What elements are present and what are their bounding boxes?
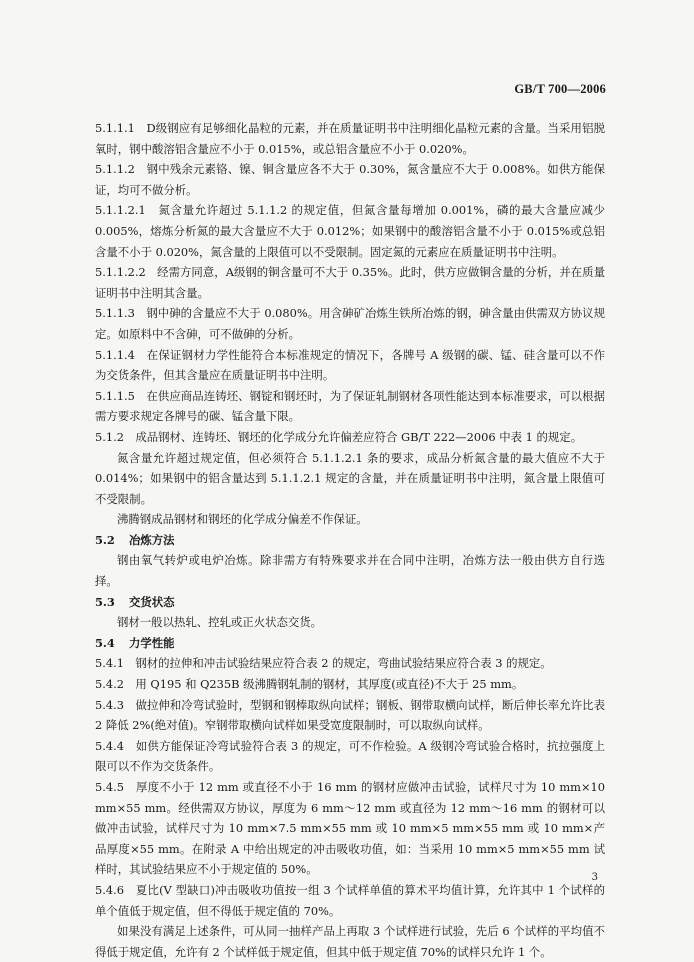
clause-5-1-1-2-1: 5.1.1.2.1 氮含量允许超过 5.1.1.2 的规定值，但氮含量每增加 0.001%，磷的最大含量应减少 0.005%，熔炼分析氮的最大含量应不大于 0.012%；如果钢中的酸溶铝含量不小于 0.015%或总铝含量不小于 0.020%，氮含量的上限值可以不受限制。固定氮的元素应在质量证明书中注明。 — [95, 203, 605, 259]
smelting-method-text: 钢由氧气转炉或电炉冶炼。除非需方有特殊要求并在合同中注明，冶炼方法一般由供方自行选择。 — [95, 553, 605, 589]
clause-5-1-1-3: 5.1.1.3 钢中砷的含量应不大于 0.080%。用含砷矿冶炼生铁所冶炼的钢，砷含量由供需双方协议规定。如原料中不含砷，可不做砷的分析。 — [95, 306, 605, 341]
heading-number: 5.4 — [95, 635, 115, 650]
heading-title: 力学性能 — [129, 635, 175, 650]
heading-number: 5.3 — [95, 594, 115, 609]
rimmed-steel-note: 沸腾钢成品钢材和钢坯的化学成分偏差不作保证。 — [117, 512, 368, 527]
clause-5-4-5: 5.4.5 厚度不小于 12 mm 或直径不小于 16 mm 的钢材应做冲击试验，试样尺寸为 10 mm×10 mm×55 mm。经供需双方协议，厚度为 6 mm～12 mm 或直径为 12 mm～16 mm 的钢材可以做冲击试验，试样尺寸为 10 mm×7.5 mm×55 mm 或 10 mm×5 mm×55 mm 或 10 mm×产品厚度×55 mm。在附录 A 中给出规定的冲击吸收功值，如：当采用 10 mm×5 mm×55 mm 试样时，其试验结果应不小于规定值的 50%。 — [95, 780, 605, 877]
heading-title: 交货状态 — [129, 594, 175, 609]
clause-5-4-3: 5.4.3 做拉伸和冷弯试验时，型钢和钢棒取纵向试样；钢板、钢带取横向试样，断后伸长率允许比表 2 降低 2%(绝对值)。窄钢带取横向试样如果受宽度限制时，可以取纵向试样。 — [95, 697, 605, 733]
clause-5-4-2: 5.4.2 用 Q195 和 Q235B 级沸腾钢轧制的钢材，其厚度(或直径)不大于 25 mm。 — [95, 677, 524, 692]
clause-5-1-1-5: 5.1.1.5 在供应商品连铸坯、钢锭和钢坯时，为了保证轧制钢材各项性能达到本标准要求，可以根据需方要求规定各牌号的碳、锰含量下限。 — [95, 388, 605, 424]
heading-number: 5.2 — [95, 532, 115, 547]
heading-title: 冶炼方法 — [129, 532, 175, 547]
clause-5-4-4: 5.4.4 如供方能保证冷弯试验符合表 3 的规定，可不作检验。A 级钢冷弯试验合格时，抗拉强度上限可以不作为交货条件。 — [95, 738, 605, 774]
section-heading-5-4 — [95, 633, 605, 654]
nitrogen-note: 氮含量允许超过规定值，但必须符合 5.1.1.2.1 条的要求，成品分析氮含量的最大值应不大于 0.014%；如果钢中的铝含量达到 5.1.1.2.1 规定的含量，并在质量证明书中注明，氮含量上限值可不受限制。 — [95, 450, 605, 506]
retest-note: 如果没有满足上述条件，可从同一抽样产品上再取 3 个试样进行试验，先后 6 个试样的平均值不得低于规定值，允许有 2 个试样低于规定值，但其中低于规定值 70%的试样只允许 1 个。 — [95, 924, 605, 959]
section-heading-5-2 — [95, 530, 605, 551]
clause-5-1-1-2-2: 5.1.1.2.2 经需方同意，A级钢的铜含量可不大于 0.35%。此时，供方应做铜含量的分析，并在质量证明书中注明其含量。 — [95, 265, 605, 300]
clause-5-1-2: 5.1.2 成品钢材、连铸坯、钢坯的化学成分允许偏差应符合 GB/T 222—2006 中表 1 的规定。 — [95, 429, 583, 444]
document-body — [95, 118, 605, 962]
clause-5-1-1-2: 5.1.1.2 钢中残余元素铬、镍、铜含量应各不大于 0.30%，氮含量应不大于 0.008%。如供方能保证，均可不做分析。 — [95, 162, 605, 197]
delivery-state-text: 钢材一般以热轧、控轧或正火状态交货。 — [117, 615, 323, 630]
clause-5-1-1-1: 5.1.1.1 D级钢应有足够细化晶粒的元素，并在质量证明书中注明细化晶粒元素的含量。当采用铝脱氧时，钢中酸溶铝含量应不小于 0.015%，或总铝含量应不小于 0.020%。 — [95, 121, 605, 156]
section-heading-5-3 — [95, 592, 605, 613]
clause-5-1-1-4: 5.1.1.4 在保证钢材力学性能符合本标准规定的情况下，各牌号 A 级钢的碳、锰、硅含量可以不作为交货条件，但其含量应在质量证明书中注明。 — [95, 347, 605, 383]
clause-5-4-6: 5.4.6 夏比(V 型缺口)冲击吸收功值按一组 3 个试样单值的算术平均值计算，允许其中 1 个试样的单个值低于规定值，但不得低于规定值的 70%。 — [95, 882, 605, 918]
page-number: 3 — [591, 872, 598, 883]
standard-header: GB/T 700—2006 — [514, 82, 606, 96]
clause-5-4-1: 5.4.1 钢材的拉伸和冲击试验结果应符合表 2 的规定，弯曲试验结果应符合表 3 的规定。 — [95, 656, 552, 671]
